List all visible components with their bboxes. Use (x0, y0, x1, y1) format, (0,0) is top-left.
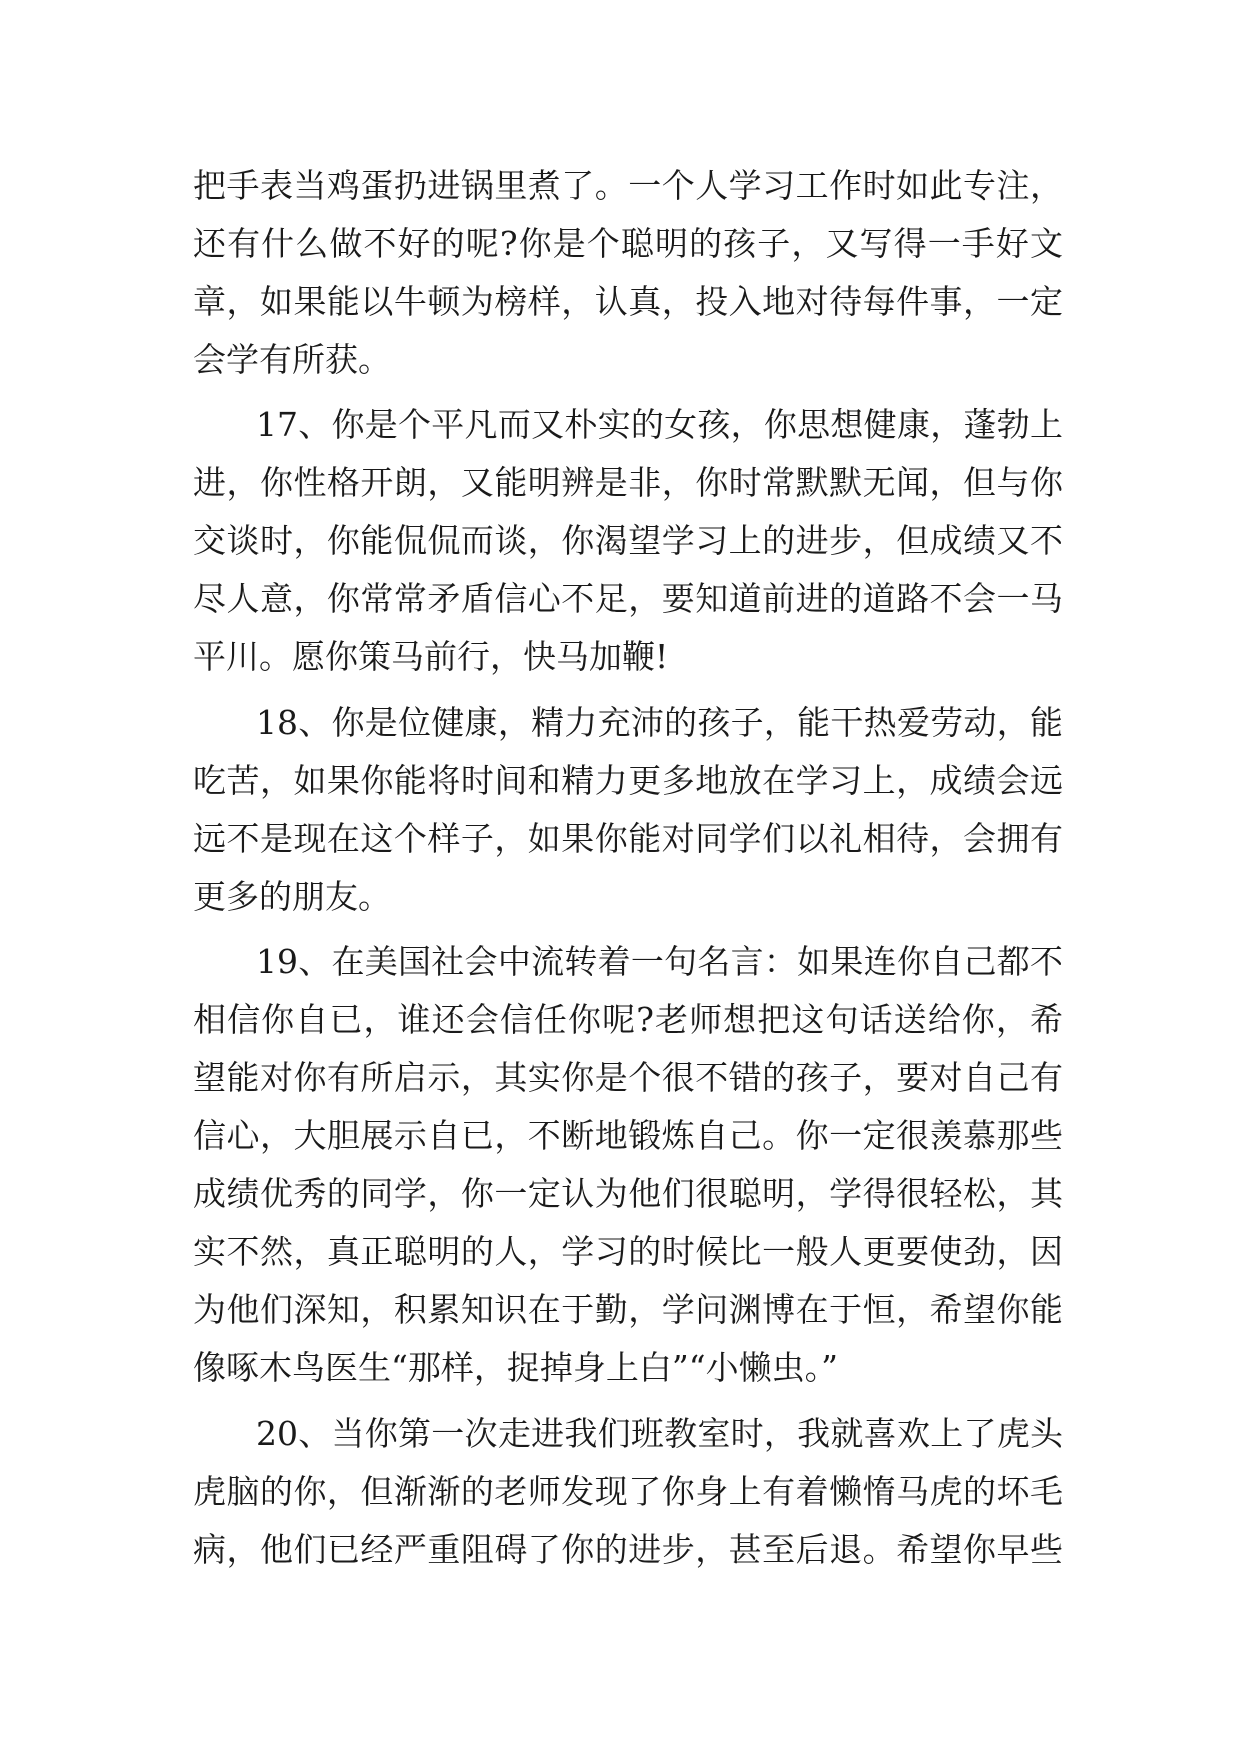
text-line: 尽人意，你常常矛盾信心不足，要知道前进的道路不会一马 (193, 579, 1063, 618)
paragraph-19-first-line: 19、在美国社会中流转着一句名言：如果连你自己都不 (256, 942, 1063, 981)
text-line: 章，如果能以牛顿为榜样，认真，投入地对待每件事，一定 (193, 282, 1063, 321)
paragraph-18-first-line: 18、你是位健康，精力充沛的孩子，能干热爱劳动，能 (256, 703, 1063, 742)
text-line: 吃苦，如果你能将时间和精力更多地放在学习上，成绩会远 (193, 761, 1063, 800)
text-line: 像啄木鸟医生“那样，捉掉身上白”“小懒虫。” (193, 1348, 838, 1387)
text-line: 会学有所获。 (193, 340, 391, 379)
text-line: 进，你性格开朗，又能明辨是非，你时常默默无闻，但与你 (193, 463, 1063, 502)
paragraph-20-first-line: 20、当你第一次走进我们班教室时，我就喜欢上了虎头 (256, 1414, 1063, 1453)
text-line: 实不然，真正聪明的人，学习的时候比一般人更要使劲，因 (193, 1232, 1063, 1271)
paragraph-17-first-line: 17、你是个平凡而又朴实的女孩，你思想健康，蓬勃上 (256, 405, 1063, 444)
text-line: 望能对你有所启示，其实你是个很不错的孩子，要对自己有 (193, 1058, 1063, 1097)
text-line: 相信你自已，谁还会信任你呢?老师想把这句话送给你，希 (193, 1000, 1063, 1039)
text-line: 远不是现在这个样子，如果你能对同学们以礼相待，会拥有 (193, 819, 1063, 858)
text-line: 成绩优秀的同学，你一定认为他们很聪明，学得很轻松，其 (193, 1174, 1063, 1213)
text-line: 把手表当鸡蛋扔进锅里煮了。一个人学习工作时如此专注， (193, 166, 1063, 205)
text-line: 还有什么做不好的呢?你是个聪明的孩子，又写得一手好文 (193, 224, 1063, 263)
text-line: 平川。愿你策马前行，快马加鞭! (193, 637, 669, 676)
text-line: 信心，大胆展示自已，不断地锻炼自己。你一定很羡慕那些 (193, 1116, 1063, 1155)
text-line: 更多的朋友。 (193, 877, 391, 916)
text-line: 虎脑的你，但渐渐的老师发现了你身上有着懒惰马虎的坏毛 (193, 1472, 1063, 1511)
text-line: 交谈时，你能侃侃而谈，你渴望学习上的进步，但成绩又不 (193, 521, 1063, 560)
text-line: 为他们深知，积累知识在于勤，学问渊博在于恒，希望你能 (193, 1290, 1063, 1329)
text-line: 病，他们已经严重阻碍了你的进步，甚至后退。希望你早些 (193, 1530, 1063, 1569)
